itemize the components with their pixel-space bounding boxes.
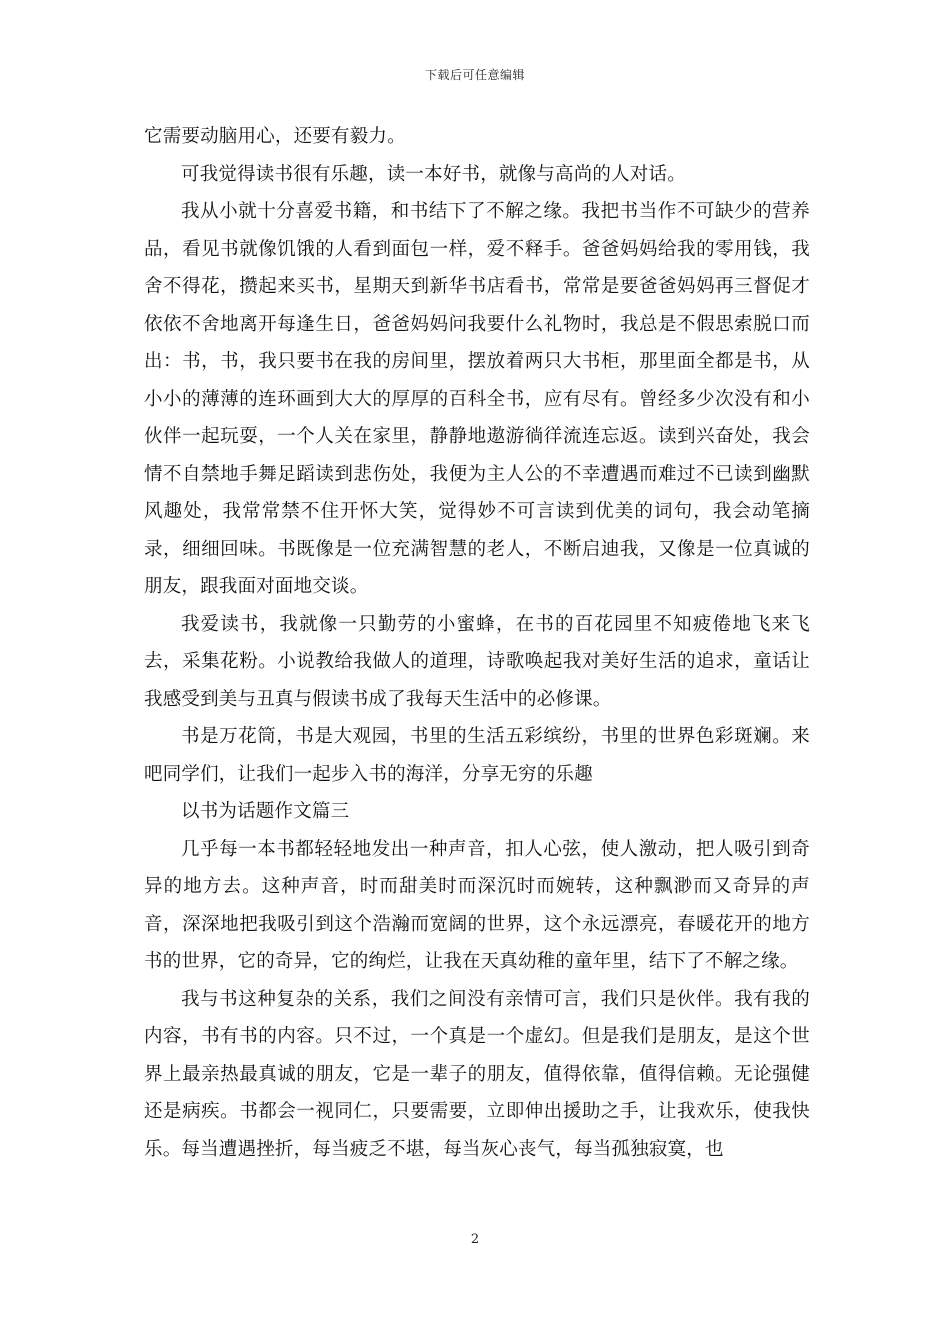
page-header: 下载后可任意编辑 bbox=[424, 68, 525, 82]
page-number: 2 bbox=[470, 1232, 480, 1247]
paragraph: 可我觉得读书很有乐趣，读一本好书，就像与高尚的人对话。 bbox=[181, 163, 686, 185]
paragraph: 我爱读书，我就像一只勤劳的小蜜蜂，在书的百花园里不知疲倦地飞来飞去，采集花粉。小说教给我做人的道理，诗歌唤起我对美好生活的追求，童话让我感受到美与丑真与假读书成了我每天生活中的必修课。 bbox=[144, 613, 810, 710]
section-title: 以书为话题作文篇三 bbox=[181, 801, 350, 822]
document-body bbox=[144, 118, 810, 1168]
paragraph: 它需要动脑用心，还要有毅力。 bbox=[144, 126, 406, 147]
paragraph: 几乎每一本书都轻轻地发出一种声音，扣人心弦，使人激动，把人吸引到奇异的地方去。这种声音，时而甜美时而深沉时而婉转，这种飘渺而又奇异的声音，深深地把我吸引到这个浩瀚而宽阔的世界，这个永远漂亮，春暖花开的地方书的世界，它的奇异，它的绚烂，让我在天真幼稚的童年里，结下了不解之缘。 bbox=[144, 838, 810, 972]
paragraph: 书是万花筒，书是大观园，书里的生活五彩缤纷，书里的世界色彩斑斓。来吧同学们，让我们一起步入书的海洋，分享无穷的乐趣 bbox=[144, 726, 810, 785]
paragraph: 我从小就十分喜爱书籍，和书结下了不解之缘。我把书当作不可缺少的营养品，看见书就像饥饿的人看到面包一样，爱不释手。爸爸妈妈给我的零用钱，我舍不得花，攒起来买书，星期天到新华书店看书，常常是要爸爸妈妈再三督促才依依不舍地离开每逢生日，爸爸妈妈问我要什么礼物时，我总是不假思索脱口而出：书，书，我只要书在我的房间里，摆放着两只大书柜，那里面全都是书，从小小的薄薄的连环画到大大的厚厚的百科全书，应有尽有。曾经多少次没有和小伙伴一起玩耍，一个人关在家里，静静地遨游徜徉流连忘返。读到兴奋处，我会情不自禁地手舞足蹈读到悲伤处，我便为主人公的不幸遭遇而难过不已读到幽默风趣处，我常常禁不住开怀大笑，觉得妙不可言读到优美的词句，我会动笔摘录，细细回味。书既像是一位充满智慧的老人，不断启迪我，又像是一位真诚的朋友，跟我面对面地交谈。 bbox=[144, 201, 810, 597]
paragraph: 我与书这种复杂的关系，我们之间没有亲情可言，我们只是伙伴。我有我的内容，书有书的内容。只不过，一个真是一个虚幻。但是我们是朋友，是这个世界上最亲热最真诚的朋友，它是一辈子的朋友，值得依靠，值得信赖。无论强健还是病疾。书都会一视同仁，只要需要，立即伸出援助之手，让我欢乐，使我快乐。每当遭遇挫折，每当疲乏不堪，每当灰心丧气，每当孤独寂寞，也 bbox=[144, 988, 810, 1160]
